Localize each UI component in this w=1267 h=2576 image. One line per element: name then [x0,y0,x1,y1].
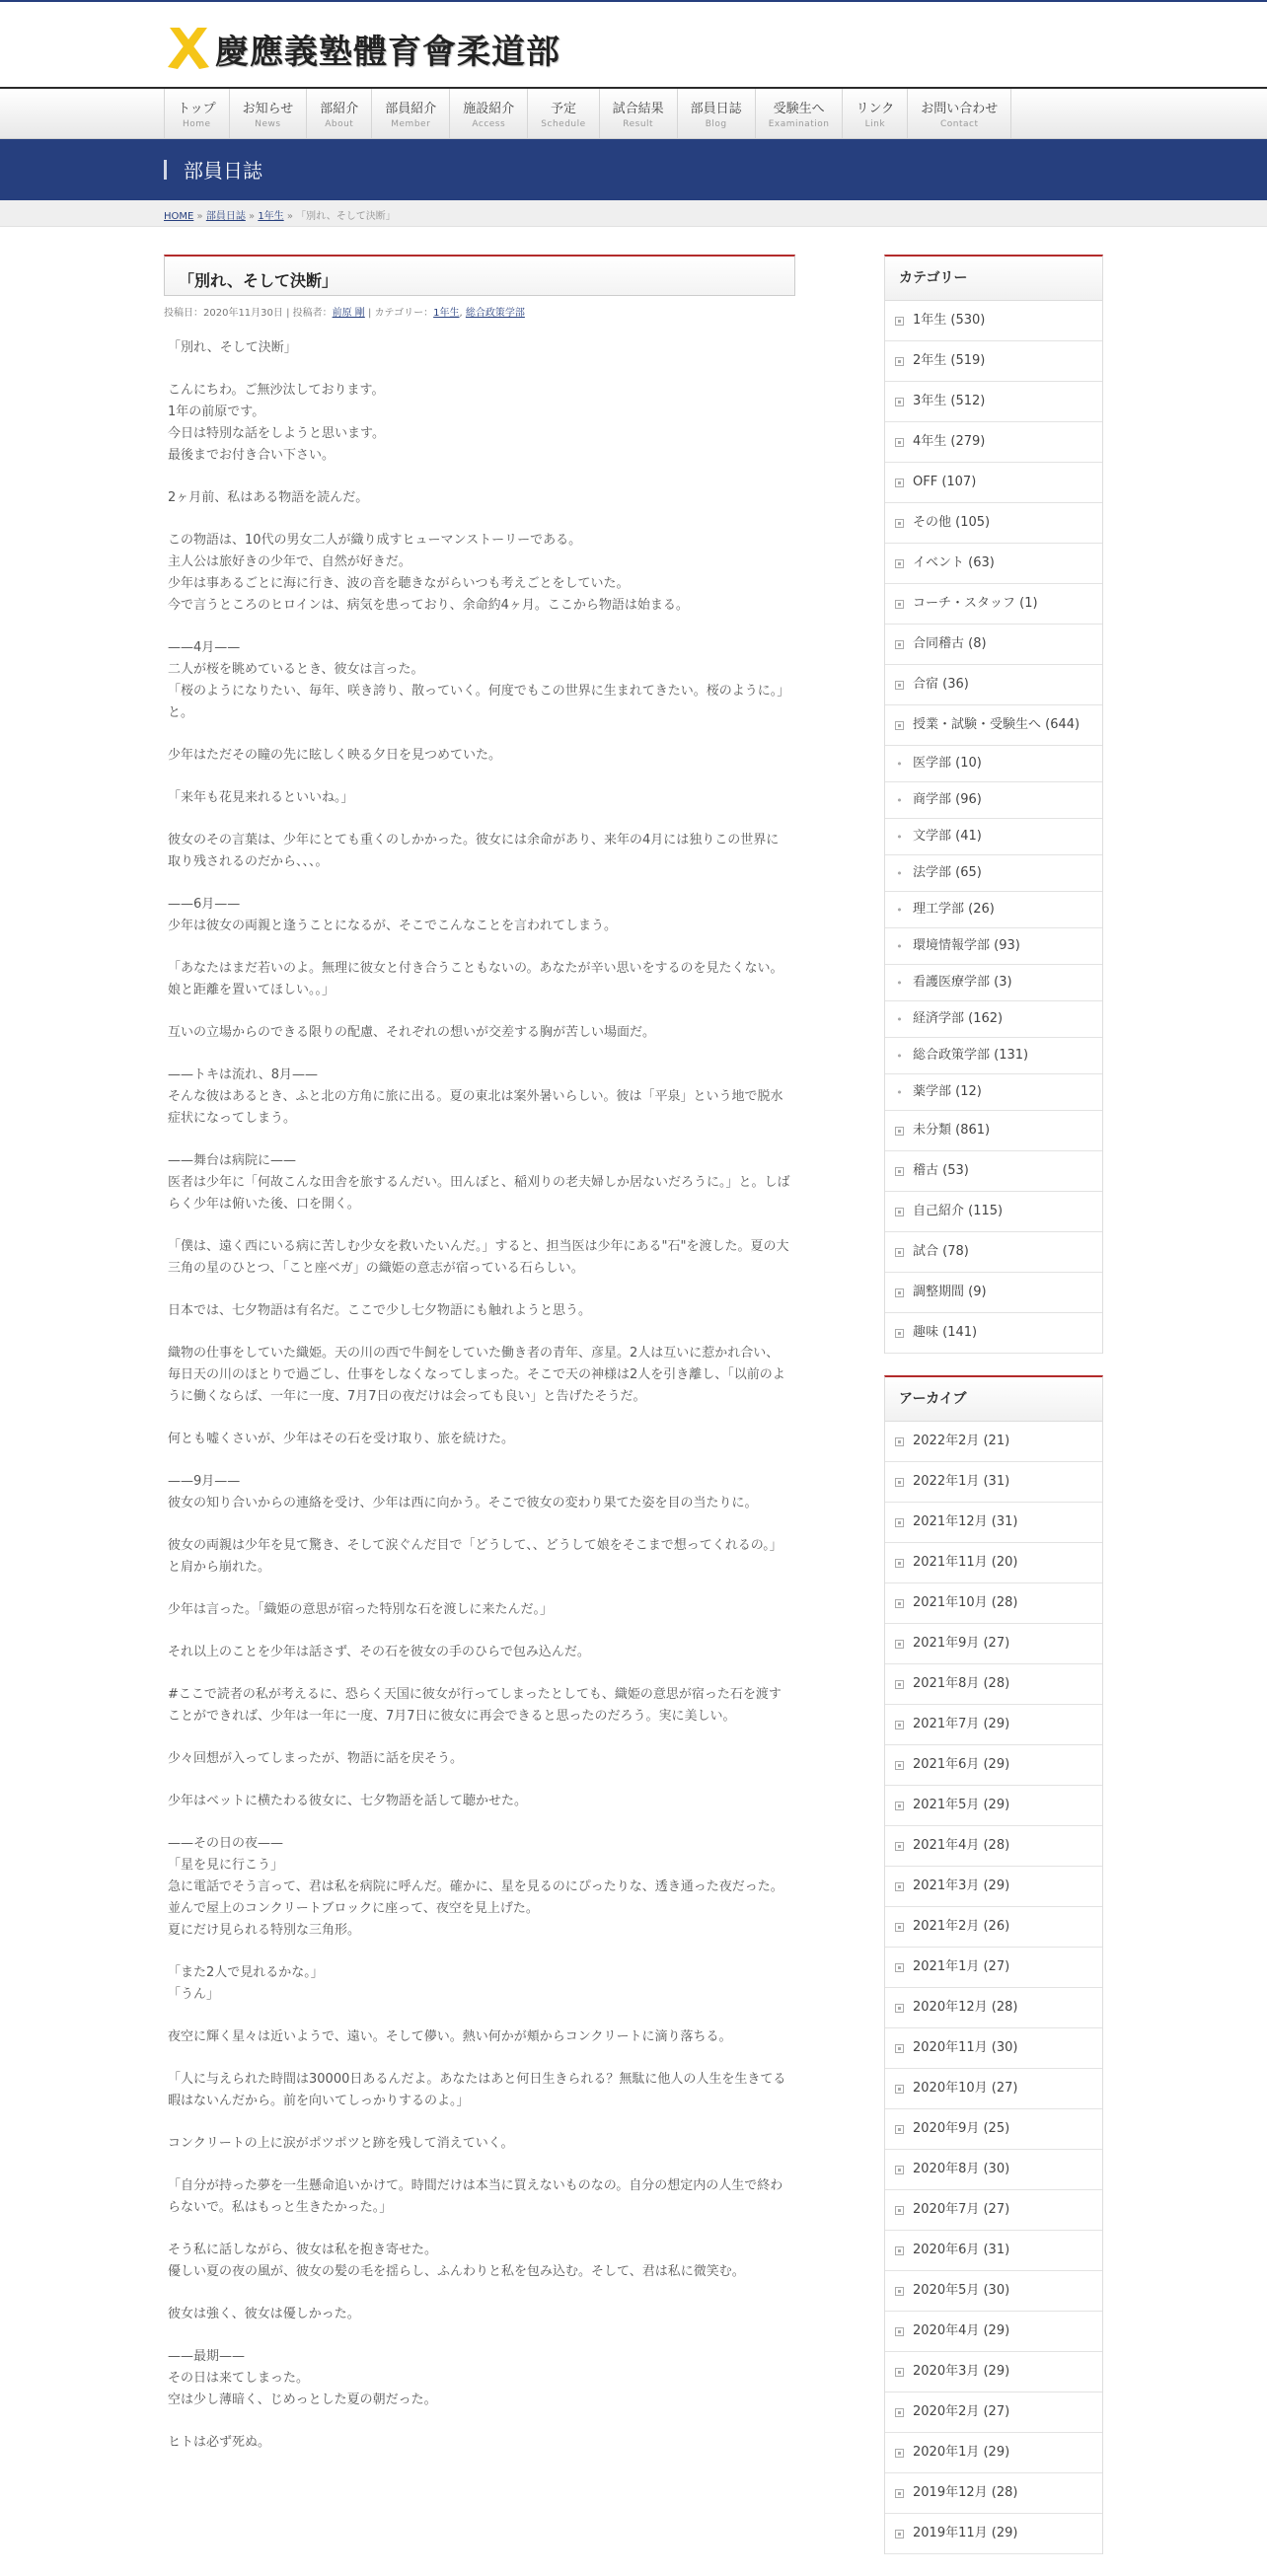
archive-label: 2019年11月 (29) [913,2526,1018,2540]
bullet-icon: • [896,866,903,880]
archive-label: 2020年10月 (27) [913,2081,1018,2096]
archive-item[interactable] [885,1705,1102,1745]
category-label: OFF (107) [913,475,977,489]
nav-item-sublabel: Link [864,119,886,129]
post-body [164,337,795,2454]
category-item[interactable] [885,503,1102,544]
archive-item[interactable] [885,1867,1102,1907]
post-paragraph: 「また2人で見れるかな。」 「うん」 [168,1965,324,2002]
category-item[interactable] [885,746,1102,782]
nav-item-sublabel: Result [623,119,654,129]
archive-label: 2020年2月 (27) [913,2404,1010,2419]
square-bullet-icon [895,317,904,326]
nav-item-label: 部紹介 [320,102,359,116]
bullet-icon: • [896,976,903,990]
nav-item-label: 受験生へ [773,102,825,116]
crossed-x-logo-icon [164,24,213,73]
category-label: 環境情報学部 (93) [913,938,1020,953]
nav-item-access[interactable] [450,89,528,138]
archive-label: 2020年4月 (29) [913,2323,1010,2338]
square-bullet-icon [895,681,904,690]
sidebar [884,255,1103,2576]
category-label: 趣味 (141) [913,1325,978,1340]
breadcrumb-current: 「別れ、そして決断」 [296,211,396,222]
square-bullet-icon [895,1208,904,1216]
nav-item-news[interactable] [230,89,308,138]
archive-label: 2021年7月 (29) [913,1717,1010,1731]
square-bullet-icon [895,2489,904,2498]
archive-item[interactable] [885,2312,1102,2352]
archives-title: アーカイブ [885,1377,1102,1422]
square-bullet-icon [895,1599,904,1608]
square-bullet-icon [895,721,904,730]
post-title: 「別れ、そして決断」 [164,255,795,296]
archive-item[interactable] [885,1745,1102,1786]
archive-item[interactable] [885,1826,1102,1867]
category-item[interactable] [885,341,1102,382]
post-paragraph: ——9月—— 彼女の知り合いからの連絡を受け、少年は西に向かう。そこで彼女の変わり果てた姿を目の当たりに。 [168,1474,758,1510]
post-paragraph: 「自分が持った夢を一生懸命追いかけて。時間だけは本当に買えないものなの。自分の想定内の人生で終わらないで。私はもっと生きたかった。」 [168,2178,783,2215]
nav-item-result[interactable] [600,89,678,138]
category-label: 調整期間 (9) [913,1285,987,1299]
bullet-icon: • [896,830,903,844]
archive-label: 2020年11月 (30) [913,2040,1018,2055]
archive-item[interactable] [885,2190,1102,2231]
nav-item-sublabel: Schedule [541,119,586,129]
archive-item[interactable] [885,1624,1102,1664]
global-nav [0,87,1267,139]
category-item[interactable] [885,1313,1102,1354]
archives-widget [884,1375,1103,2554]
nav-item-sublabel: Examination [768,119,830,129]
category-item[interactable] [885,1074,1102,1111]
bullet-icon: • [896,793,903,807]
post-paragraph: 少年は言った。「織姫の意思が宿った特別な石を渡しに来たんだ。」 [168,1602,554,1617]
category-label: 稽古 (53) [913,1163,969,1178]
post-paragraph: 2ヶ月前、私はある物語を読んだ。 [168,490,369,505]
archive-label: 2021年12月 (31) [913,1514,1018,1529]
post-paragraph: そう私に話しながら、彼女は私を抱き寄せた。 優しい夏の夜の風が、彼女の髪の毛を揺らし、ふんわりと私を包み込む。そして、君は私に微笑む。 [168,2243,745,2279]
square-bullet-icon [895,398,904,406]
post-paragraph: 織物の仕事をしていた織姫。天の川の西で牛飼をしていた働き者の青年、彦星。2人は互いに惹かれ合い、毎日天の川のほとりで過ごし、仕事をしなくなってしまった。そこで天の神様は2人を引き離し、「以前のように働くならば、一年に一度、7月7日の夜だけは会っても良い」と告げたそうだ。 [168,1346,785,1404]
post-paragraph: 彼女の両親は少年を見て驚き、そして涙ぐんだ目で「どうして、、どうして娘をそこまで想ってくれるの。」と肩から崩れた。 [168,1538,783,1575]
main-content [164,255,795,2474]
nav-item-contact[interactable] [908,89,1011,138]
archive-item[interactable] [885,2514,1102,2554]
archive-item[interactable] [885,2150,1102,2190]
archive-label: 2022年1月 (31) [913,1474,1010,1489]
archive-label: 2021年3月 (29) [913,1878,1010,1893]
archive-label: 2021年4月 (28) [913,1838,1010,1853]
nav-item-sublabel: Contact [939,119,979,129]
category-item[interactable] [885,1001,1102,1038]
category-label: 総合政策学部 (131) [913,1048,1029,1063]
post-paragraph: コンクリートの上に涙がポツポツと跡を残して消えていく。 [168,2136,514,2151]
category-item[interactable] [885,1273,1102,1313]
archive-label: 2021年11月 (20) [913,1555,1018,1570]
nav-item-member[interactable] [372,89,450,138]
archive-label: 2020年3月 (29) [913,2364,1010,2379]
square-bullet-icon [895,1842,904,1851]
category-label: 3年生 (512) [913,394,986,408]
post-paragraph: 何とも嘘くさいが、少年はその石を受け取り、旅を続けた。 [168,1432,515,1446]
archive-item[interactable] [885,2473,1102,2514]
nav-item-schedule[interactable] [528,89,599,138]
nav-item-label: 部員日誌 [690,102,742,116]
category-label: 文学部 (41) [913,829,982,844]
banner-bar [164,160,167,180]
square-bullet-icon [895,2287,904,2296]
bullet-icon: • [896,757,903,771]
archive-item[interactable] [885,1583,1102,1624]
square-bullet-icon [895,1288,904,1297]
nav-item-link[interactable] [843,89,908,138]
bullet-icon: • [896,903,903,917]
square-bullet-icon [895,438,904,447]
archive-label: 2020年1月 (29) [913,2445,1010,2460]
category-label: 合宿 (36) [913,677,969,692]
breadcrumb-sep: » [245,211,259,222]
category-label: 法学部 (65) [913,865,982,880]
square-bullet-icon [895,1329,904,1338]
category-item[interactable] [885,892,1102,928]
square-bullet-icon [895,1437,904,1446]
nav-item-label: お知らせ [242,102,294,116]
breadcrumb-blog-link[interactable]: 部員日誌 [205,211,246,222]
nav-item-sublabel: About [325,119,354,129]
category-label: 未分類 (861) [913,1123,991,1138]
archive-item[interactable] [885,1988,1102,2028]
nav-item-sublabel: Member [391,119,431,129]
nav-item-examination[interactable] [756,89,844,138]
category-item[interactable] [885,625,1102,665]
nav-item-label: 試合結果 [612,102,664,116]
square-bullet-icon [895,1127,904,1136]
post-paragraph: それ以上のことを少年は話さず、その石を彼女の手のひらで包み込んだ。 [168,1645,590,1659]
nav-item-sublabel: Blog [705,119,727,129]
square-bullet-icon [895,1680,904,1689]
square-bullet-icon [895,2368,904,2377]
nav-item-about[interactable] [307,89,372,138]
category-item[interactable] [885,1232,1102,1273]
site-logo[interactable] [164,24,560,73]
archive-item[interactable] [885,2433,1102,2473]
square-bullet-icon [895,1963,904,1972]
square-bullet-icon [895,2004,904,2013]
post-paragraph: 少年はベットに横たわる彼女に、七夕物語を話して聴かせた。 [168,1794,528,1808]
breadcrumb-category-link[interactable]: 1年生 [258,211,284,222]
archive-label: 2021年5月 (29) [913,1798,1010,1812]
archive-item[interactable] [885,2271,1102,2312]
category-item[interactable] [885,855,1102,892]
nav-item-label: 施設紹介 [463,102,515,116]
category-label: 看護医療学部 (3) [913,975,1012,990]
category-label: 授業・試験・受験生へ (644) [913,717,1081,732]
post-paragraph: ヒトは必ず死ぬ。 [168,2435,271,2450]
archive-label: 2021年1月 (27) [913,1959,1010,1974]
category-item[interactable] [885,1151,1102,1192]
bullet-icon: • [896,1049,903,1063]
archive-item[interactable] [885,1543,1102,1583]
category-item[interactable] [885,782,1102,819]
square-bullet-icon [895,1248,904,1257]
post-paragraph: 「あなたはまだ若いのよ。無理に彼女と付き合うこともないの。あなたが辛い思いをするのを見たくない。娘と距離を置いてほしい。。」 [168,961,783,997]
square-bullet-icon [895,2125,904,2134]
square-bullet-icon [895,1518,904,1527]
square-bullet-icon [895,2246,904,2255]
archive-label: 2021年6月 (29) [913,1757,1010,1772]
category-label: 経済学部 (162) [913,1011,1004,1026]
category-item[interactable] [885,705,1102,746]
nav-item-label: 予定 [550,102,576,116]
nav-item-label: リンク [856,102,895,116]
category-item[interactable] [885,1111,1102,1151]
square-bullet-icon [895,2408,904,2417]
category-item[interactable] [885,584,1102,625]
nav-item-blog[interactable] [678,89,756,138]
archive-label: 2022年2月 (21) [913,1434,1010,1448]
archive-label: 2020年5月 (30) [913,2283,1010,2298]
archive-item[interactable] [885,2231,1102,2271]
post-paragraph: ——最期—— その日は来てしまった。 空は少し薄暗く、じめっとした夏の朝だった。 [168,2349,437,2407]
square-bullet-icon [895,2327,904,2336]
square-bullet-icon [895,1167,904,1176]
square-bullet-icon [895,2166,904,2174]
category-item[interactable] [885,928,1102,965]
meta-sep: , [459,308,466,319]
category-label: 試合 (78) [913,1244,969,1259]
category-label: 4年生 (279) [913,434,986,449]
archive-item[interactable] [885,1503,1102,1543]
square-bullet-icon [895,1761,904,1770]
archive-label: 2021年9月 (27) [913,1636,1010,1651]
archive-label: 2020年6月 (31) [913,2243,1010,2257]
nav-item-sublabel: Access [472,119,506,129]
post-paragraph: 「僕は、遠く西にいる病に苦しむ少女を救いたいんだ。」すると、担当医は少年にある"石"を渡した。夏の大三角の星のひとつ、「こと座ベガ」の織姫の意志が宿っている石らしい。 [168,1239,789,1276]
category-item[interactable] [885,544,1102,584]
post-category-link-1[interactable]: 1年生 [433,308,460,319]
square-bullet-icon [895,1640,904,1649]
category-label: 理工学部 (26) [913,902,995,917]
breadcrumb-sep: » [193,211,206,222]
square-bullet-icon [895,2085,904,2094]
category-item[interactable] [885,965,1102,1001]
category-item[interactable] [885,819,1102,855]
post-paragraph: 「来年も花見来れるといいね。」 [168,790,354,805]
category-label: 商学部 (96) [913,792,982,807]
square-bullet-icon [895,519,904,528]
square-bullet-icon [895,600,904,609]
post-paragraph: 彼女は強く、彼女は優しかった。 [168,2307,360,2321]
post-date: 投稿日：2020年11月30日 | 投稿者： [164,308,333,319]
category-item[interactable] [885,422,1102,463]
square-bullet-icon [895,1923,904,1932]
square-bullet-icon [895,2206,904,2215]
square-bullet-icon [895,1559,904,1568]
archive-item[interactable] [885,2028,1102,2069]
post-category-link-2[interactable]: 総合政策学部 [465,308,525,319]
archive-label: 2020年8月 (30) [913,2162,1010,2176]
post-paragraph: ——舞台は病院に—— 医者は少年に「何故こんな田舎を旅するんだい。田んぼと、稲刈りの老夫婦しか居ないだろうに。」と。しばらく少年は俯いた後、口を開く。 [168,1153,790,1212]
post-paragraph: ——6月—— 少年は彼女の両親と逢うことになるが、そこでこんなことを言われてしまう。 [168,897,618,933]
category-label: 医学部 (10) [913,756,982,771]
archive-item[interactable] [885,1422,1102,1462]
category-label: その他 (105) [913,515,991,530]
post-paragraph: 「人に与えられた時間は30000日あるんだよ。あなたはあと何日生きられる？無駄に他人の人生を生きてる暇はないんだから。前を向いてしっかりするのよ。」 [168,2072,786,2108]
nav-item-home[interactable] [165,89,230,138]
square-bullet-icon [895,559,904,568]
nav-item-label: 部員紹介 [385,102,437,116]
square-bullet-icon [895,357,904,366]
square-bullet-icon [895,2044,904,2053]
page-title: 部員日誌 [184,159,262,183]
square-bullet-icon [895,1802,904,1810]
post-meta [164,304,795,320]
archive-label: 2020年12月 (28) [913,2000,1018,2015]
post-paragraph: 少年はただその瞳の先に眩しく映る夕日を見つめていた。 [168,748,502,763]
post-paragraph: こんにちわ。ご無沙汰しております。 1年の前原です。 今日は特別な話をしようと思います。 最後までお付き合い下さい。 [168,383,385,463]
square-bullet-icon [895,2530,904,2539]
category-label: コーチ・スタッフ (1) [913,596,1038,611]
post-paragraph: 少々回想が入ってしまったが、物語に話を戻そう。 [168,1751,464,1766]
post-paragraph: ——4月—— 二人が桜を眺めているとき、彼女は言った。 「桜のようになりたい、毎年、咲き誇り、散っていく。何度でもこの世界に生まれてきたい。桜のように。」と。 [168,640,790,720]
category-item[interactable] [885,382,1102,422]
category-label: 合同稽古 (8) [913,636,987,651]
archive-item[interactable] [885,1786,1102,1826]
post-paragraph: 「別れ、そして決断」 [168,340,297,355]
archive-label: 2021年2月 (26) [913,1919,1010,1934]
category-label: イベント (63) [913,555,995,570]
site-header [0,2,1267,87]
post-paragraph: 夜空に輝く星々は近いようで、遠い。そして儚い。熱い何かが頬からコンクリートに滴り落ちる。 [168,2029,732,2044]
square-bullet-icon [895,1721,904,1730]
archive-item[interactable] [885,1664,1102,1705]
archive-item[interactable] [885,2109,1102,2150]
square-bullet-icon [895,640,904,649]
category-label: 1年生 (530) [913,313,986,328]
meta-category-label: | カテゴリー： [364,308,434,319]
square-bullet-icon [895,1478,904,1487]
archive-label: 2020年7月 (27) [913,2202,1010,2217]
post-author-link[interactable]: 前原 剛 [332,308,365,319]
bullet-icon: • [896,939,903,953]
nav-item-sublabel: Home [183,119,211,129]
nav-item-label: トップ [178,102,216,116]
category-label: 2年生 (519) [913,353,986,368]
post-paragraph: 互いの立場からのできる限りの配慮、それぞれの想いが交差する胸が苦しい場面だ。 [168,1025,656,1040]
category-label: 自己紹介 (115) [913,1204,1004,1218]
bullet-icon: • [896,1085,903,1099]
category-label: 薬学部 (12) [913,1084,982,1099]
nav-item-label: お問い合わせ [921,102,999,116]
category-item[interactable] [885,1192,1102,1232]
post-paragraph: #ここで読者の私が考えるに、恐らく天国に彼女が行ってしまったとしても、織姫の意思が宿った石を渡すことができれば、少年は一年に一度、7月7日に彼女に再会できると思ったのだろう。実に美しい。 [168,1687,782,1724]
post-paragraph: この物語は、10代の男女二人が織り成すヒューマンストーリーである。 主人公は旅好きの少年で、自然が好きだ。 少年は事あるごとに海に行き、波の音を聴きながらいつも考えごとをしていた。 今で言うところのヒロインは、病気を患っており、余命約4ヶ月。ここから物語は始まる。 [168,533,689,613]
archive-label: 2021年8月 (28) [913,1676,1010,1691]
archive-item[interactable] [885,2352,1102,2392]
site-title: 慶應義塾體育會柔道部 [215,32,560,72]
category-item[interactable] [885,1038,1102,1074]
archive-item[interactable] [885,1462,1102,1503]
category-item[interactable] [885,665,1102,705]
post-paragraph: ——トキは流れ、8月—— そんな彼はあるとき、ふと北の方角に旅に出る。夏の東北は案外暑いらしい。彼は「平泉」という地で脱水症状になってしまう。 [168,1067,783,1126]
breadcrumb [0,200,1267,227]
post-paragraph: 彼女のその言葉は、少年にとても重くのしかかった。彼女には余命があり、来年の4月には独りこの世界に取り残されるのだから、、、。 [168,833,780,869]
post-paragraph: 日本では、七夕物語は有名だ。ここで少し七夕物語にも触れようと思う。 [168,1303,592,1318]
square-bullet-icon [895,1882,904,1891]
category-item[interactable] [885,463,1102,503]
archive-label: 2021年10月 (28) [913,1595,1018,1610]
nav-item-sublabel: News [255,119,281,129]
categories-widget [884,255,1103,1354]
archive-label: 2020年9月 (25) [913,2121,1010,2136]
page-banner [0,139,1267,200]
archive-item[interactable] [885,2069,1102,2109]
archive-item[interactable] [885,2392,1102,2433]
categories-title: カテゴリー [885,257,1102,301]
post-paragraph: ——その日の夜—— 「星を見に行こう」 急に電話でそう言って、君は私を病院に呼んだ。確かに、星を見るのにぴったりな、透き通った夜だった。並んで屋上のコンクリートブロックに座って、夜空を見上げた。 夏にだけ見られる特別な三角形。 [168,1836,783,1938]
breadcrumb-home-link[interactable]: HOME [164,211,194,222]
bullet-icon: • [896,1012,903,1026]
square-bullet-icon [895,2449,904,2458]
square-bullet-icon [895,478,904,487]
archive-item[interactable] [885,1948,1102,1988]
category-item[interactable] [885,301,1102,341]
archive-label: 2019年12月 (28) [913,2485,1018,2500]
breadcrumb-sep: » [283,211,297,222]
archive-item[interactable] [885,1907,1102,1948]
